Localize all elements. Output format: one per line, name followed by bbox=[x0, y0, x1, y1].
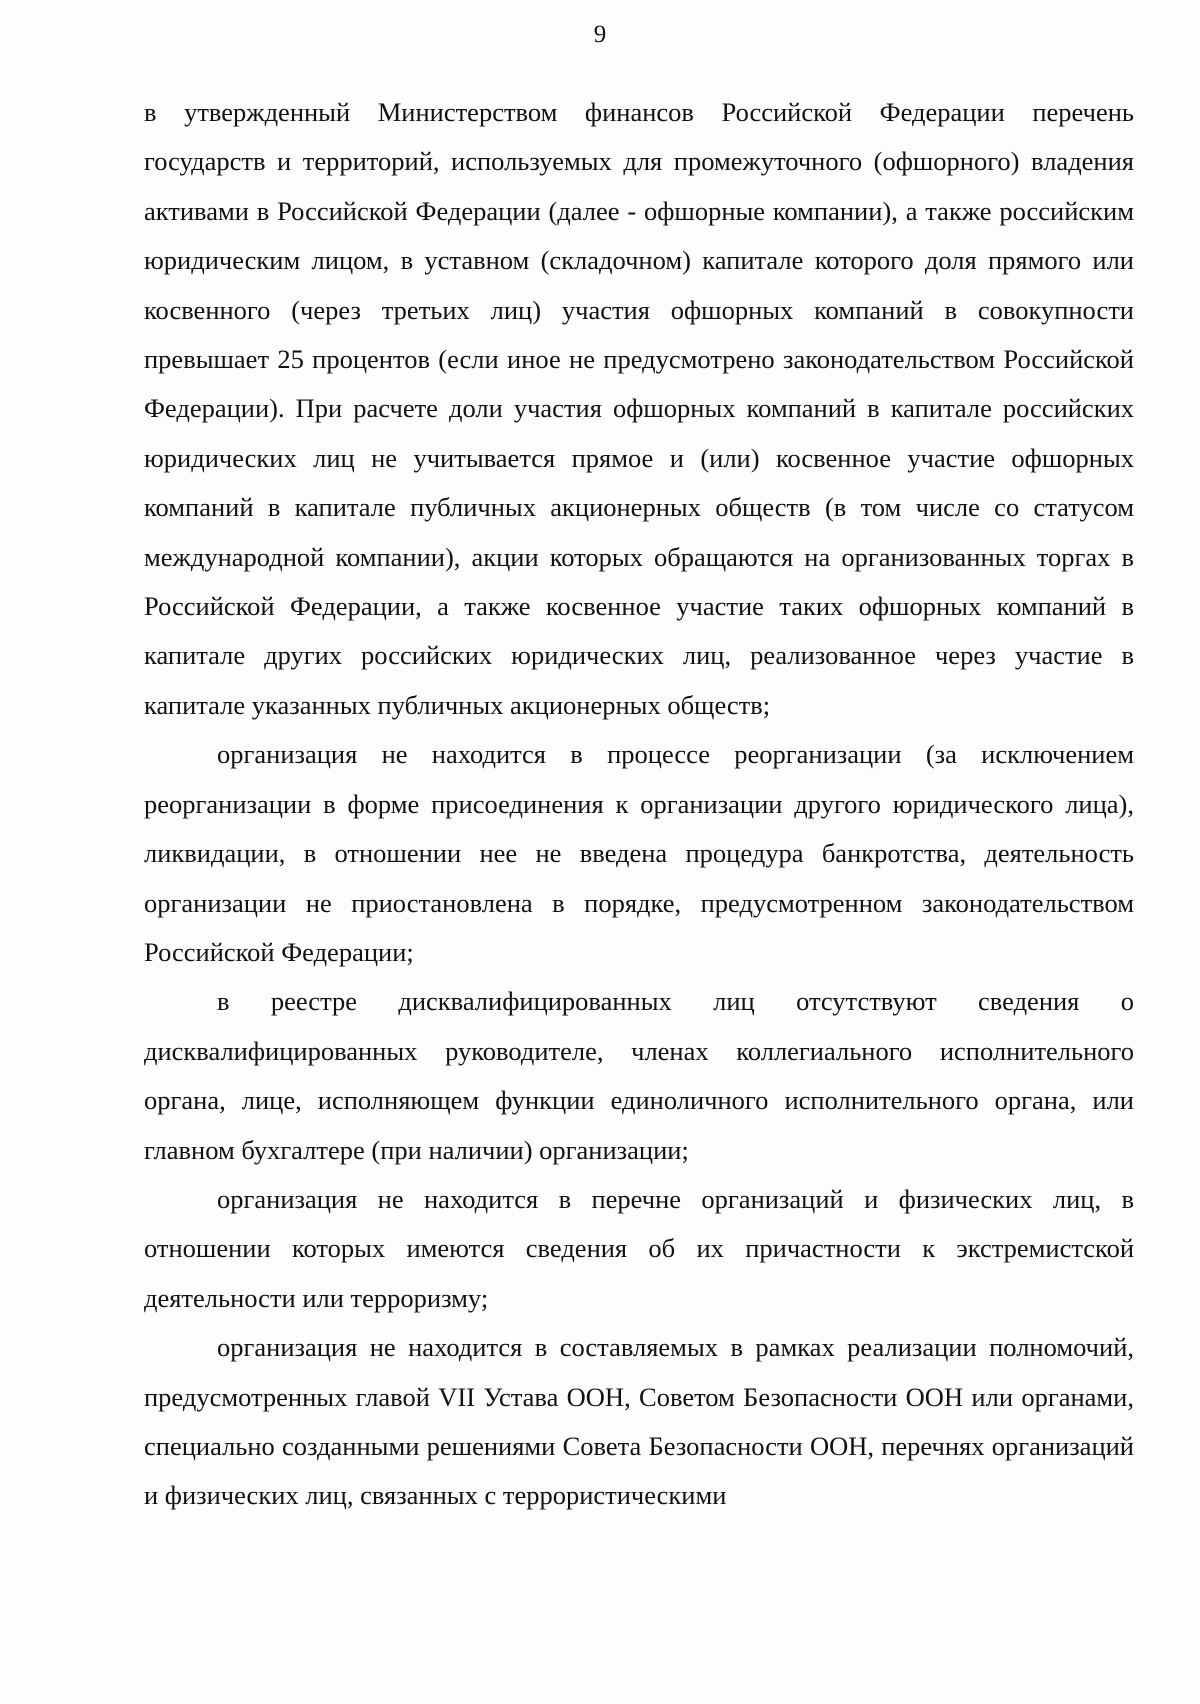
paragraph-extremism-list: организация не находится в перечне организаций и физических лиц, в отношении которых имеются сведения об их причастности к экстремистской деятельности или терроризму; bbox=[144, 1183, 1134, 1313]
paragraph-un-security-council: организация не находится в составляемых в рамках реализации полномочий, предусмотренных главой VII Устава ООН, Советом Безопасности ООН или органами, специально созданными решениями Совета Безопасности ООН, перечнях организаций и физических лиц, связанных с террористическими bbox=[144, 1332, 1134, 1511]
paragraph-offshore-companies: в утвержденный Министерством финансов Российской Федерации перечень государств и территорий, используемых для промежуточного (офшорного) владения активами в Российской Федерации (далее - офшорные компании), а также российским юридическим лицом, в уставном (складочном) капитале которого доля прямого или косвенного (через третьих лиц) участия офшорных компаний в совокупности превышает 25 процентов (если иное не предусмотрено законодательством Российской Федерации). При расчете доли участия офшорных компаний в капитале российских юридических лиц не учитывается прямое и (или) косвенное участие офшорных компаний в капитале публичных акционерных обществ (в том числе со статусом международной компании), акции которых обращаются на организованных торгах в Российской Федерации, а также косвенное участие таких офшорных компаний в капитале других российских юридических лиц, реализованное через участие в капитале указанных публичных акционерных обществ; bbox=[144, 97, 1134, 720]
paragraph-disqualified-persons: в реестре дисквалифицированных лиц отсутствуют сведения о дисквалифицированных руководителе, членах коллегиального исполнительного органа, лице, исполняющем функции единоличного исполнительного органа, или главном бухгалтере (при наличии) организации; bbox=[144, 986, 1134, 1165]
paragraph-reorganization: организация не находится в процессе реорганизации (за исключением реорганизации в форме присоединения к организации другого юридического лица), ликвидации, в отношении нее не введена процедура банкротства, деятельность организации не приостановлена в порядке, предусмотренном законодательством Российской Федерации; bbox=[144, 739, 1134, 967]
page-number: 9 bbox=[593, 21, 607, 48]
document-body bbox=[144, 88, 1134, 1521]
